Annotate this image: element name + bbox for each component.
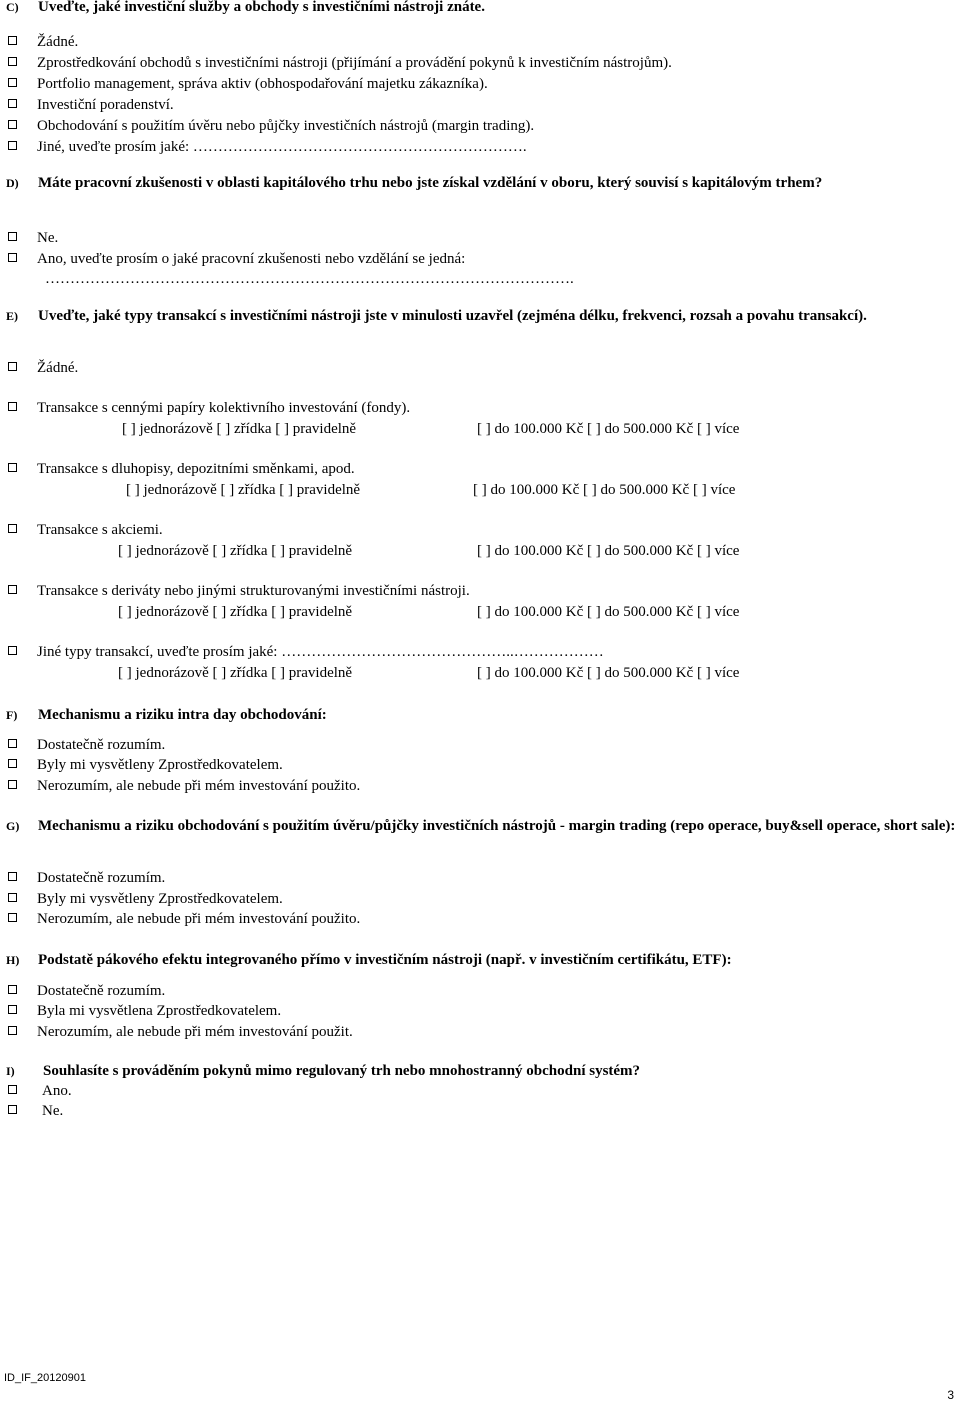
checkbox[interactable] (8, 1005, 17, 1014)
option-label: Ano, uveďte prosím o jaké pracovní zkušenosti nebo vzdělání se jedná: (37, 251, 466, 267)
option-label: Investiční poradenství. (37, 97, 174, 113)
section-letter: H) (6, 953, 20, 967)
checkbox[interactable] (8, 463, 17, 472)
option-label: Ano. (42, 1083, 72, 1099)
frequency-options[interactable]: [ ] jednorázově [ ] zřídka [ ] pravidelně (122, 421, 357, 437)
option-label: Dostatečně rozumím. (37, 983, 166, 999)
amount-options[interactable]: [ ] do 100.000 Kč [ ] do 500.000 Kč [ ] více (477, 421, 740, 437)
transaction-label: Transakce s akciemi. (37, 522, 163, 538)
section-question: Podstatě pákového efektu integrovaného přímo v investičním nástroji (např. v investičním certifikátu, ETF): (38, 952, 732, 968)
checkbox[interactable] (8, 362, 17, 371)
section-letter: I) (6, 1064, 15, 1078)
amount-options[interactable]: [ ] do 100.000 Kč [ ] do 500.000 Kč [ ] více (477, 543, 740, 559)
checkbox[interactable] (8, 1085, 17, 1094)
amount-options[interactable]: [ ] do 100.000 Kč [ ] do 500.000 Kč [ ] více (477, 665, 740, 681)
section-letter: D) (6, 176, 19, 190)
option-label: Ne. (37, 230, 59, 246)
option-label: Dostatečně rozumím. (37, 737, 166, 753)
checkbox[interactable] (8, 985, 17, 994)
amount-options[interactable]: [ ] do 100.000 Kč [ ] do 500.000 Kč [ ] více (473, 482, 736, 498)
transaction-label: Transakce s dluhopisy, depozitními směnkami, apod. (37, 461, 355, 477)
checkbox[interactable] (8, 759, 17, 768)
section-question: Máte pracovní zkušenosti v oblasti kapitálového trhu nebo jste získal vzdělání v oboru, který souvisí s kapitálovým trhem? (38, 175, 823, 191)
section-letter: G) (6, 819, 20, 833)
checkbox[interactable] (8, 872, 17, 881)
checkbox[interactable] (8, 1026, 17, 1035)
checkbox[interactable] (8, 120, 17, 129)
option-label: Byly mi vysvětleny Zprostředkovatelem. (37, 757, 283, 773)
section-letter: C) (6, 0, 19, 14)
checkbox[interactable] (8, 913, 17, 922)
transaction-label: Transakce s deriváty nebo jinými strukturovanými investičními nástroji. (37, 583, 470, 599)
transaction-label: Jiné typy transakcí, uveďte prosím jaké: ………………………………………..……………… (37, 644, 604, 660)
checkbox[interactable] (8, 253, 17, 262)
checkbox[interactable] (8, 780, 17, 789)
checkbox[interactable] (8, 585, 17, 594)
frequency-options[interactable]: [ ] jednorázově [ ] zřídka [ ] pravidelně (118, 604, 353, 620)
section-letter: E) (6, 309, 18, 323)
section-question: Uveďte, jaké typy transakcí s investičními nástroji jste v minulosti uzavřel (zejména délku, frekvenci, rozsah a povahu transakcí). (38, 308, 867, 324)
frequency-options[interactable]: [ ] jednorázově [ ] zřídka [ ] pravidelně (118, 543, 353, 559)
section-question: Mechanismu a riziku intra day obchodování: (38, 707, 327, 723)
option-label: Žádné. (37, 360, 79, 376)
amount-options[interactable]: [ ] do 100.000 Kč [ ] do 500.000 Kč [ ] více (477, 604, 740, 620)
frequency-options[interactable]: [ ] jednorázově [ ] zřídka [ ] pravidelně (126, 482, 361, 498)
checkbox[interactable] (8, 36, 17, 45)
option-label: Nerozumím, ale nebude při mém investování použito. (37, 778, 361, 794)
option-label: Ne. (42, 1103, 64, 1119)
checkbox[interactable] (8, 402, 17, 411)
checkbox[interactable] (8, 57, 17, 66)
option-label: Obchodování s použitím úvěru nebo půjčky investičních nástrojů (margin trading). (37, 118, 535, 134)
checkbox[interactable] (8, 1105, 17, 1114)
document-id: ID_IF_20120901 (4, 1372, 86, 1384)
checkbox[interactable] (8, 78, 17, 87)
section-question: Uveďte, jaké investiční služby a obchody s investičními nástroji znáte. (38, 0, 485, 15)
checkbox[interactable] (8, 99, 17, 108)
option-label: Dostatečně rozumím. (37, 870, 166, 886)
checkbox[interactable] (8, 232, 17, 241)
checkbox[interactable] (8, 646, 17, 655)
section-letter: F) (6, 708, 18, 722)
option-label: Portfolio management, správa aktiv (obhospodařování majetku zákazníka). (37, 76, 488, 92)
option-label: Žádné. (37, 34, 79, 50)
option-label: Nerozumím, ale nebude při mém investování použito. (37, 911, 361, 927)
option-label: Jiné, uveďte prosím jaké: …………………………………………………………. (37, 139, 527, 155)
checkbox[interactable] (8, 141, 17, 150)
section-question: Souhlasíte s prováděním pokynů mimo regulovaný trh nebo mnohostranný obchodní systém? (43, 1063, 641, 1079)
fill-in-line[interactable]: ……………………………………………………………………………………………. (45, 271, 574, 287)
section-question: Mechanismu a riziku obchodování s použitím úvěru/půjčky investičních nástrojů - margin trading (repo operace, buy&sell operace, short sale): (38, 818, 956, 834)
option-label: Byla mi vysvětlena Zprostředkovatelem. (37, 1003, 282, 1019)
checkbox[interactable] (8, 739, 17, 748)
frequency-options[interactable]: [ ] jednorázově [ ] zřídka [ ] pravidelně (118, 665, 353, 681)
option-label: Zprostředkování obchodů s investičními nástroji (přijímání a provádění pokynů k investičním nástrojům). (37, 55, 672, 71)
page-number: 3 (947, 1388, 954, 1402)
option-label: Byly mi vysvětleny Zprostředkovatelem. (37, 891, 283, 907)
checkbox[interactable] (8, 893, 17, 902)
option-label: Nerozumím, ale nebude při mém investování použit. (37, 1024, 353, 1040)
checkbox[interactable] (8, 524, 17, 533)
transaction-label: Transakce s cennými papíry kolektivního investování (fondy). (37, 400, 411, 416)
